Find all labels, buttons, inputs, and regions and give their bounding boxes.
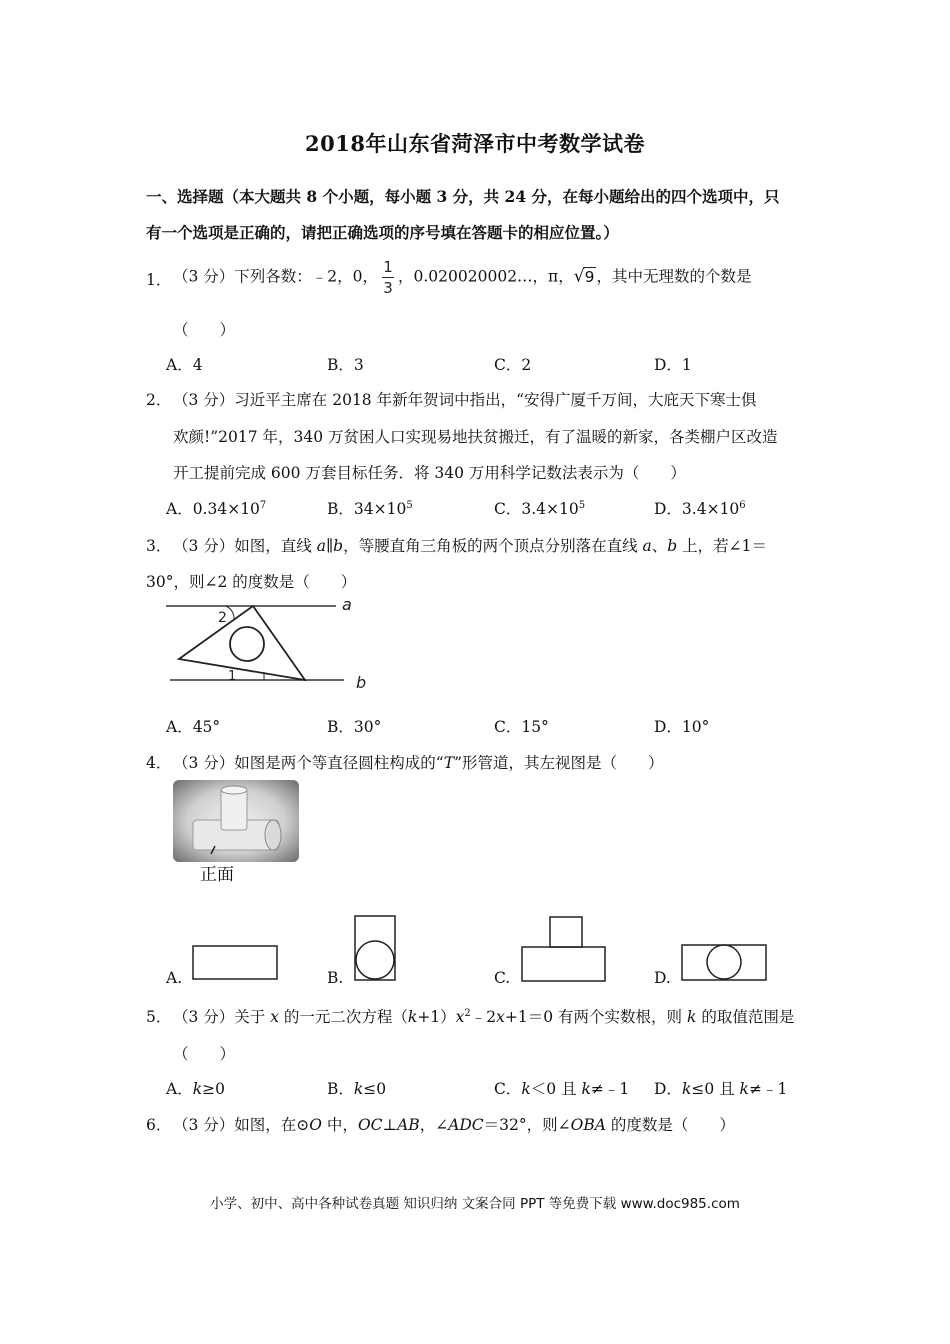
q3-option-d[interactable]: D．10° — [654, 718, 710, 736]
q5-option-c-var: k — [521, 1080, 531, 1098]
q5-option-c-text: ＜0 且 — [530, 1080, 582, 1098]
question-1-number: 1． — [146, 271, 172, 289]
fraction-one-third — [382, 258, 394, 297]
q5-option-a-text: ≥0 — [202, 1080, 225, 1098]
q1-option-b[interactable]: B．3 — [327, 356, 364, 374]
q3-var-b: b — [333, 537, 344, 555]
question-1-answer-paren: （ ） — [173, 321, 236, 339]
section-header-line1: 一、选择题（本大题共 8 个小题，每小题 3 分，共 24 分，在每小题给出的四个选项中，只 — [146, 187, 780, 206]
angle-2-arc — [226, 606, 234, 620]
q2-option-d[interactable] — [654, 497, 746, 519]
photo-front-label: 正面 — [200, 865, 234, 885]
q1-option-d[interactable]: D．1 — [654, 356, 692, 374]
q5-option-d-text: ≤0 且 — [691, 1080, 740, 1098]
q4-text-b: ”形管道，其左视图是（ ） — [454, 754, 664, 772]
q5-text-1: （3 分）关于 — [173, 1008, 271, 1026]
q2-option-a-exp: 7 — [259, 499, 267, 511]
q3-var-b2: b — [667, 537, 678, 555]
q6-var-ADC: ADC — [448, 1116, 484, 1134]
q2-option-c-exp: 5 — [578, 499, 586, 511]
sqrt-radicand: 9 — [584, 267, 595, 286]
q3-triangle-figure — [160, 596, 380, 696]
q5-option-a-label: A． — [166, 1080, 193, 1098]
q2-option-a-base: A．0.34×10 — [166, 500, 260, 518]
q3-var-a2: a — [642, 537, 652, 555]
q3-var-a: a — [316, 537, 326, 555]
q6-text-5: ＝32°，则∠ — [483, 1116, 571, 1134]
question-5-answer-paren: （ ） — [173, 1045, 236, 1063]
q5-option-a-var: k — [192, 1080, 203, 1098]
q5-text-6: 的取值范围是 — [696, 1008, 795, 1026]
q6-var-O: O — [309, 1116, 322, 1134]
q4-option-c-figure[interactable] — [520, 915, 608, 985]
question-3-number: 3． — [146, 537, 172, 555]
q5-text-5: +1＝0 有两个实数根，则 — [504, 1008, 687, 1026]
q5-square: 2 — [464, 1007, 471, 1019]
q6-text-6: 的度数是（ ） — [605, 1116, 735, 1134]
q5-option-b[interactable] — [327, 1077, 386, 1099]
fraction-denominator: 3 — [383, 279, 393, 297]
q4-var-T: T — [443, 754, 455, 772]
fig-label-1: 1 — [228, 669, 237, 684]
q4-option-b[interactable]: B. — [327, 969, 344, 987]
q5-option-a[interactable] — [166, 1077, 225, 1099]
q3-option-b[interactable]: B．30° — [327, 718, 382, 736]
q4-option-d-figure[interactable] — [680, 943, 770, 983]
q4-option-b-figure[interactable] — [352, 914, 398, 984]
question-1-text — [173, 258, 751, 297]
q1-text-mid: ，0.020020002…，π， — [398, 267, 574, 286]
q6-text-3: ⊥ — [382, 1116, 398, 1134]
q5-option-b-text: ≤0 — [363, 1080, 387, 1098]
q5-var-x2: x — [455, 1008, 465, 1026]
q2-option-a[interactable] — [166, 497, 266, 519]
q5-option-c-var2: k — [581, 1080, 591, 1098]
q2-option-c-base: C．3.4×10 — [494, 500, 579, 518]
q3-text-b: ，等腰直角三角板的两个顶点分别落在直线 — [343, 537, 643, 555]
q5-text-3: +1） — [417, 1008, 456, 1026]
q5-option-d-var2: k — [739, 1080, 749, 1098]
question-5-line1 — [173, 1005, 794, 1027]
q5-var-k2: k — [687, 1008, 697, 1026]
q2-option-d-exp: 6 — [739, 499, 746, 511]
q1-text-pre: （3 分）下列各数：﹣2，0， — [173, 267, 379, 286]
t-pipe-photo — [173, 780, 299, 862]
q5-option-c[interactable] — [494, 1077, 629, 1099]
q6-var-OBA: OBA — [570, 1116, 606, 1134]
fig-label-2: 2 — [218, 610, 227, 626]
sqrt-icon: √ — [573, 266, 585, 287]
q5-option-c-label: C． — [494, 1080, 522, 1098]
question-3-line1 — [173, 534, 767, 556]
q1-text-post: ，其中无理数的个数是 — [596, 267, 752, 286]
t-pipe-drawing — [173, 780, 299, 862]
q2-option-b[interactable] — [327, 497, 413, 519]
question-5-number: 5． — [146, 1008, 172, 1026]
parallel-symbol: ∥ — [325, 537, 334, 555]
q6-text-2: 中， — [322, 1116, 358, 1134]
question-2-line2: 欢颜!”2017 年，340 万贫困人口实现易地扶贫搬迁，有了温暖的新家，各类棚户区改造 — [173, 428, 778, 446]
question-2-line1: （3 分）习近平主席在 2018 年新年贺词中指出，“安得广厦千万间，大庇天下寒士俱 — [173, 391, 757, 409]
q2-option-b-base: B．34×10 — [327, 500, 407, 518]
q6-text-1: （3 分）如图，在⊙ — [173, 1116, 310, 1134]
q6-var-AB: AB — [397, 1116, 420, 1134]
fig-label-b: b — [356, 673, 367, 692]
question-4-number: 4． — [146, 754, 172, 772]
q3-text-c: 、 — [651, 537, 668, 555]
q5-var-x3: x — [496, 1008, 505, 1026]
question-6-number: 6． — [146, 1116, 172, 1134]
q3-option-c[interactable]: C．15° — [494, 718, 549, 736]
triangle-hole-circle — [230, 627, 264, 661]
q2-option-c[interactable] — [494, 497, 585, 519]
question-2-number: 2． — [146, 391, 172, 409]
q4-option-c[interactable]: C. — [494, 969, 511, 987]
page-title: 2018年山东省菏泽市中考数学试卷 — [305, 131, 645, 156]
page-footer: 小学、初中、高中各种试卷真题 知识归纳 文案合同 PPT 等免费下载 www.doc985.com — [210, 1196, 740, 1212]
q4-text-a: （3 分）如图是两个等直径圆柱构成的“ — [173, 754, 444, 772]
q2-option-b-exp: 5 — [406, 499, 413, 511]
q5-var-x: x — [270, 1008, 279, 1026]
q3-option-a[interactable]: A．45° — [166, 718, 221, 736]
q5-var-k: k — [407, 1008, 418, 1026]
q5-option-b-var: k — [353, 1080, 364, 1098]
q5-option-b-label: B． — [327, 1080, 354, 1098]
q5-option-d-text2: ≠﹣1 — [748, 1080, 788, 1098]
fig-label-a: a — [342, 596, 352, 614]
q5-text-4: ﹣2 — [470, 1008, 497, 1026]
q6-text-4: ，∠ — [419, 1116, 449, 1134]
q4-option-d[interactable]: D. — [654, 969, 671, 987]
q3-text-d: 上，若∠1＝ — [677, 537, 767, 555]
q5-text-2: 的一元二次方程（ — [278, 1008, 408, 1026]
question-4-line1 — [173, 751, 664, 773]
set-square-triangle — [179, 606, 305, 680]
q5-option-d[interactable] — [654, 1077, 787, 1099]
question-6-line1 — [173, 1113, 735, 1135]
fraction-numerator: 1 — [383, 258, 393, 276]
q5-option-d-var: k — [681, 1080, 692, 1098]
q1-option-a[interactable]: A．4 — [166, 356, 203, 374]
q4-option-a[interactable]: A. — [166, 969, 183, 987]
q6-var-OC: OC — [357, 1116, 383, 1134]
q5-option-d-label: D． — [654, 1080, 682, 1098]
q3-text-a: （3 分）如图，直线 — [173, 537, 317, 555]
question-3-line2: 30°，则∠2 的度数是（ ） — [146, 573, 357, 591]
section-header-line2: 有一个选项是正确的，请把正确选项的序号填在答题卡的相应位置。） — [146, 223, 619, 242]
q4-option-a-figure[interactable] — [192, 945, 280, 983]
q5-option-c-text2: ≠﹣1 — [590, 1080, 630, 1098]
q1-option-c[interactable]: C．2 — [494, 356, 532, 374]
question-2-line3: 开工提前完成 600 万套目标任务．将 340 万用科学记数法表示为（ ） — [173, 464, 686, 482]
q2-option-d-base: D．3.4×10 — [654, 500, 740, 518]
